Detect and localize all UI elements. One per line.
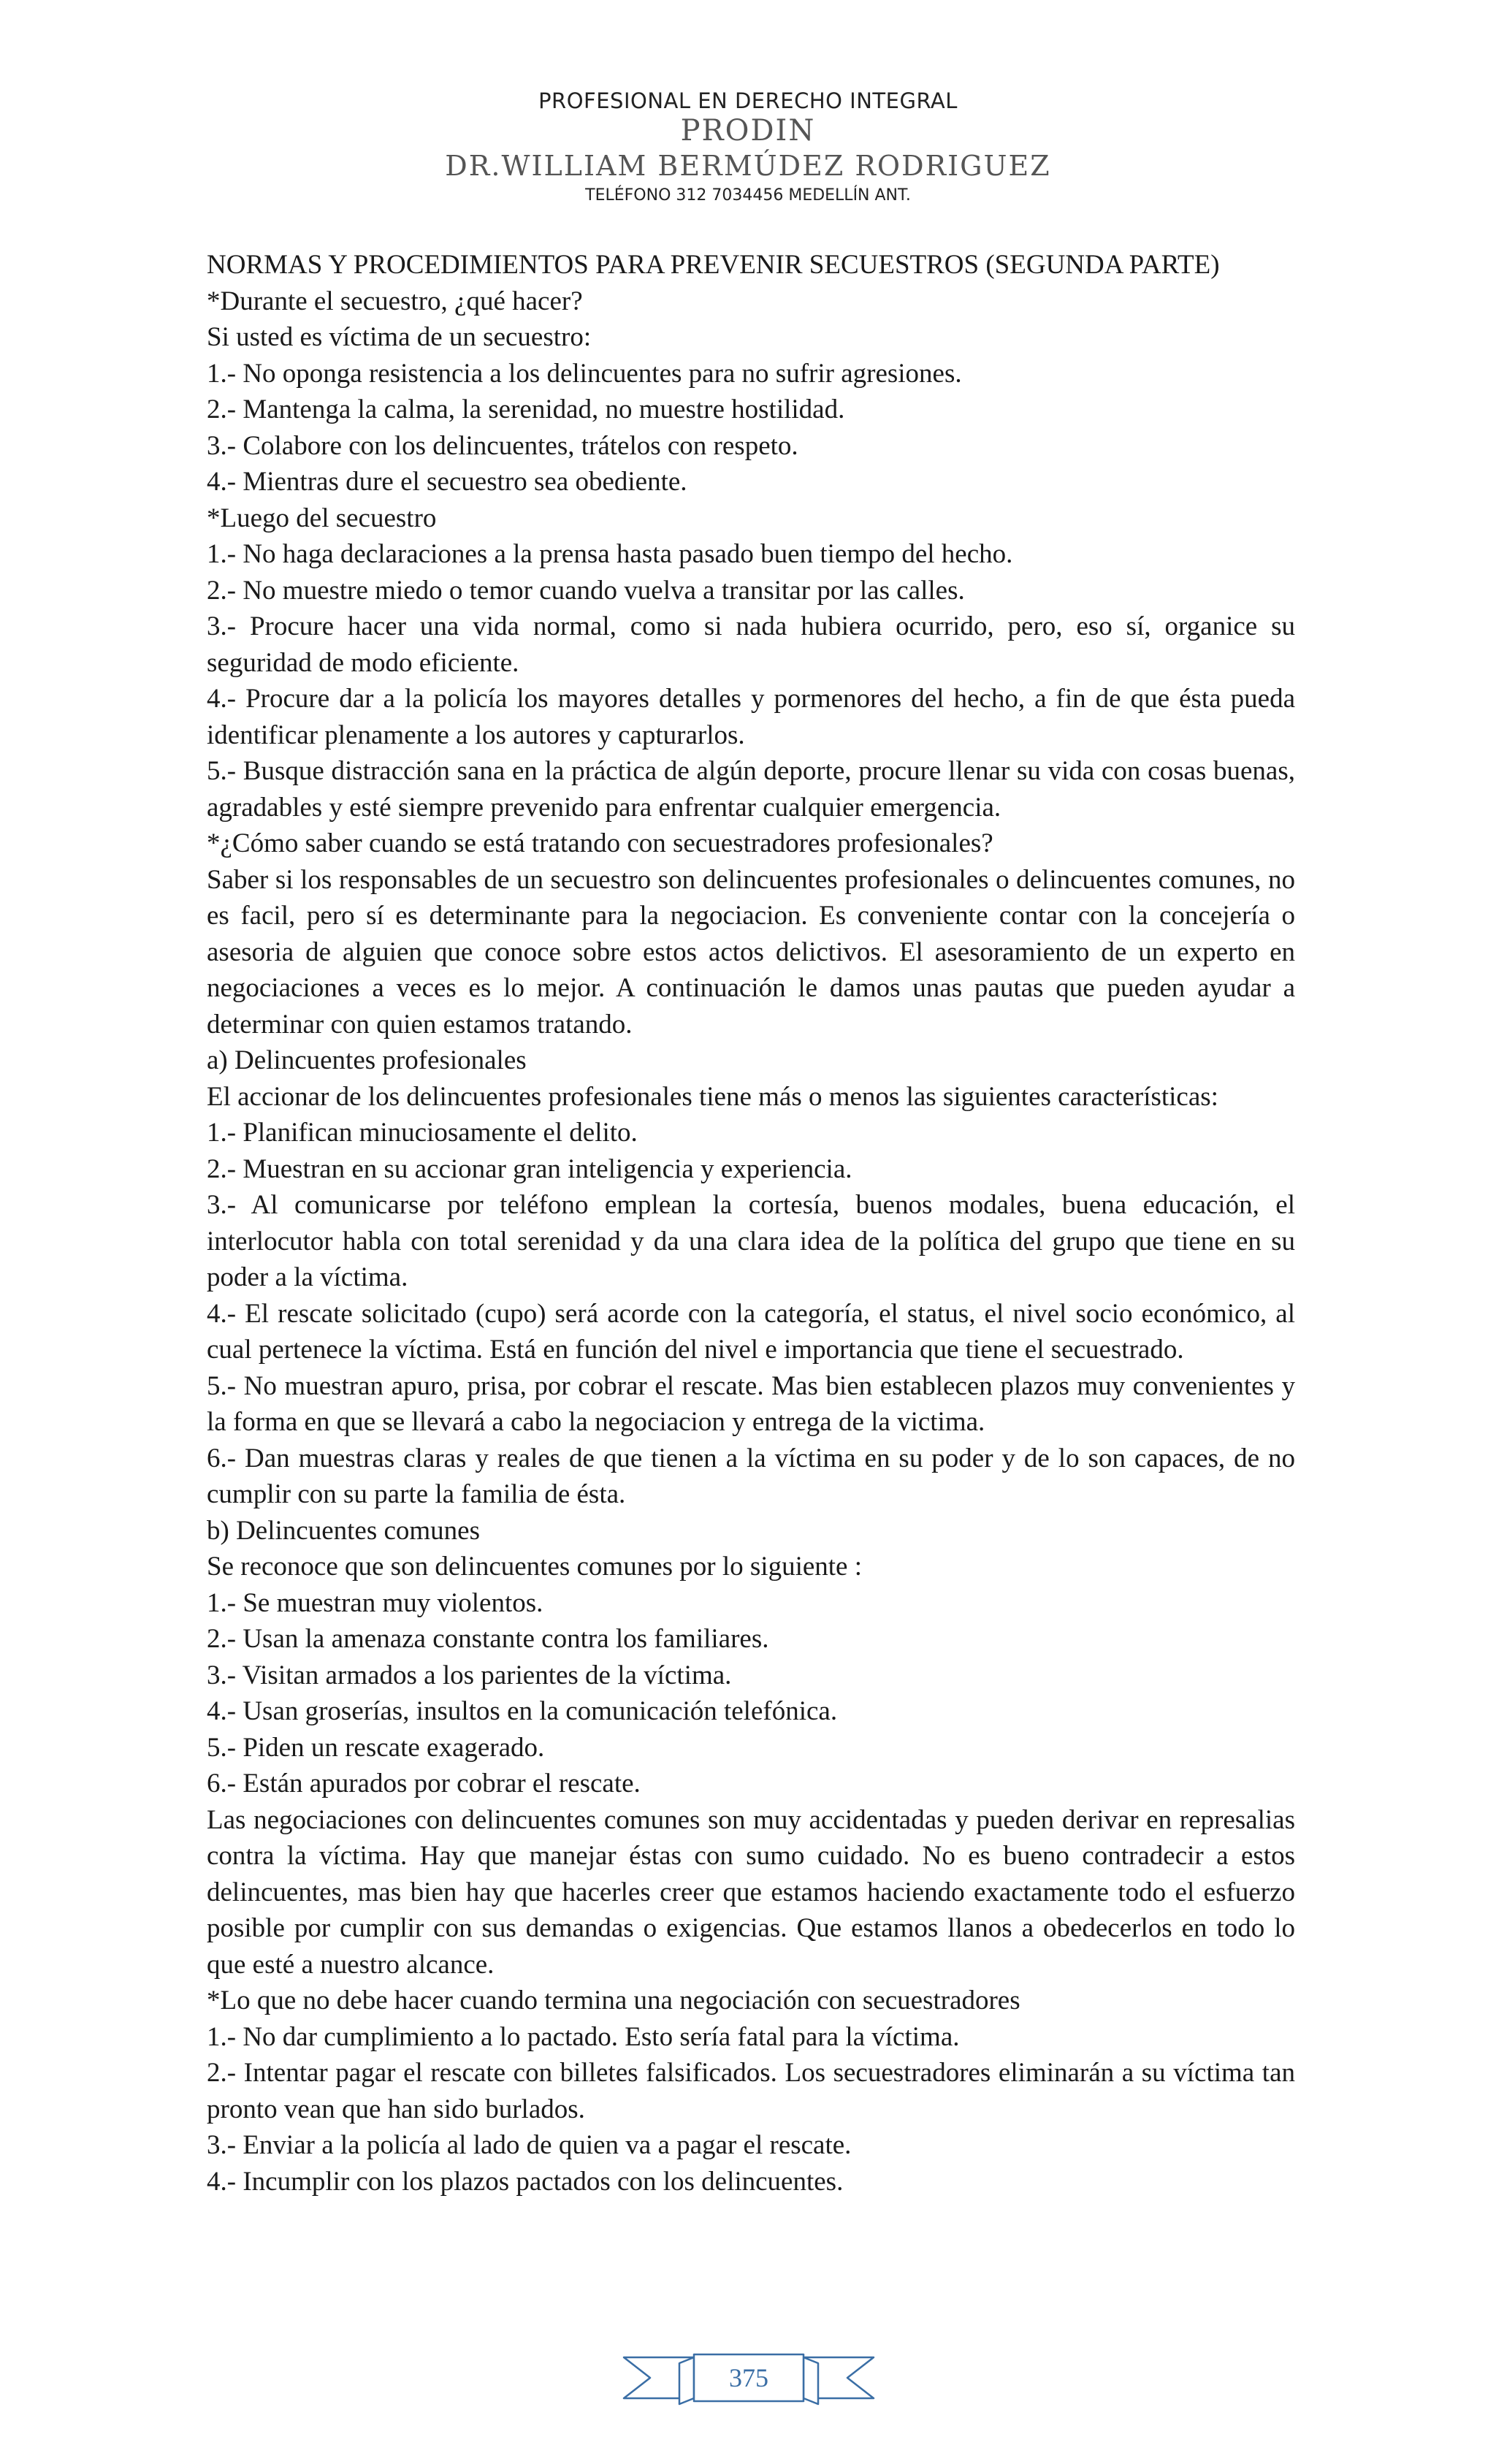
subsection-heading: a) Delincuentes profesionales xyxy=(207,1045,527,1075)
list-item: 4.- Mientras dure el secuestro sea obediente. xyxy=(207,467,687,497)
list-item: 1.- No oponga resistencia a los delincuentes para no sufrir agresiones. xyxy=(207,358,962,389)
list-item: 1.- Se muestran muy violentos. xyxy=(207,1587,543,1618)
document-title: NORMAS Y PROCEDIMIENTOS PARA PREVENIR SECUESTROS (SEGUNDA PARTE) xyxy=(207,250,1220,280)
list-item: 5.- Busque distracción sana en la práctica de algún deporte, procure llenar su vida con cosas buenas, agradables y esté siempre prevenido para enfrentar cualquier emergencia. xyxy=(207,756,1295,823)
section-heading: *Lo que no debe hacer cuando termina una negociación con secuestradores xyxy=(207,1986,1020,2015)
page-number-ribbon xyxy=(621,2341,877,2414)
letterhead xyxy=(0,88,1496,207)
list-item: 2.- Intentar pagar el rescate con billetes falsificados. Los secuestradores eliminarán a su víctima tan pronto vean que han sido burlados. xyxy=(207,2058,1295,2124)
list-item: 3.- Visitan armados a los parientes de la víctima. xyxy=(207,1660,732,1690)
paragraph: El accionar de los delincuentes profesionales tiene más o menos las siguientes características: xyxy=(207,1081,1218,1112)
document-body xyxy=(207,247,1295,2200)
letterhead-author-name: DR.WILLIAM BERMÚDEZ RODRIGUEZ xyxy=(445,150,1051,182)
list-item: 6.- Dan muestras claras y reales de que tienen a la víctima en su poder y de lo son capaces, de no cumplir con su parte la familia de ésta. xyxy=(207,1443,1295,1509)
list-item: 1.- No haga declaraciones a la prensa hasta pasado buen tiempo del hecho. xyxy=(207,539,1013,569)
letterhead-contact: TELÉFONO 312 7034456 MEDELLÍN ANT. xyxy=(585,186,911,205)
section-heading: *Luego del secuestro xyxy=(207,503,437,533)
paragraph: Las negociaciones con delincuentes comunes son muy accidentadas y pueden derivar en represalias contra la víctima. Hay que manejar éstas con sumo cuidado. No es bueno contradecir a estos delincuentes, mas bien hay que hacerles creer que estamos haciendo exactamente todo el esfuerzo posible por cumplir con sus demandas o exigencias. Que estamos llanos a obedecerlos en todo lo que esté a nuestro alcance. xyxy=(207,1804,1295,1980)
list-item: 2.- Mantenga la calma, la serenidad, no muestre hostilidad. xyxy=(207,394,845,424)
list-item: 3.- Colabore con los delincuentes, trátelos con respeto. xyxy=(207,430,798,461)
paragraph: Se reconoce que son delincuentes comunes por lo siguiente : xyxy=(207,1552,862,1582)
list-item: 4.- Procure dar a la policía los mayores detalles y pormenores del hecho, a fin de que ésta pueda identificar plenamente a los autores y capturarlos. xyxy=(207,684,1295,750)
section-heading: *¿Cómo saber cuando se está tratando con secuestradores profesionales? xyxy=(207,828,993,858)
list-item: 3.- Procure hacer una vida normal, como si nada hubiera ocurrido, pero, eso sí, organice su seguridad de modo eficiente. xyxy=(207,611,1295,678)
list-item: 4.- Usan groserías, insultos en la comunicación telefónica. xyxy=(207,1696,838,1726)
paragraph: Si usted es víctima de un secuestro: xyxy=(207,322,592,352)
letterhead-profession: PROFESIONAL EN DERECHO INTEGRAL xyxy=(538,88,958,113)
list-item: 2.- Usan la amenaza constante contra los familiares. xyxy=(207,1624,769,1654)
list-item: 1.- No dar cumplimiento a lo pactado. Esto sería fatal para la víctima. xyxy=(207,2021,960,2052)
list-item: 2.- Muestran en su accionar gran inteligencia y experiencia. xyxy=(207,1153,852,1184)
subsection-heading: b) Delincuentes comunes xyxy=(207,1515,480,1546)
list-item: 5.- No muestran apuro, prisa, por cobrar el rescate. Mas bien establecen plazos muy convenientes y la forma en que se llevará a cabo la negociacion y entrega de la victima. xyxy=(207,1370,1295,1437)
section-heading: *Durante el secuestro, ¿qué hacer? xyxy=(207,286,583,316)
list-item: 6.- Están apurados por cobrar el rescate. xyxy=(207,1769,641,1799)
page-number: 375 xyxy=(729,2363,768,2392)
letterhead-firm-name: PRODIN xyxy=(680,114,816,148)
list-item: 1.- Planifican minuciosamente el delito. xyxy=(207,1118,638,1148)
list-item: 3.- Enviar a la policía al lado de quien va a pagar el rescate. xyxy=(207,2130,852,2160)
list-item: 4.- Incumplir con los plazos pactados con los delincuentes. xyxy=(207,2166,844,2197)
paragraph: Saber si los responsables de un secuestro son delincuentes profesionales o delincuentes comunes, no es facil, pero sí es determinante para la negociacion. Es conveniente contar con la concejería o asesoria de alguien que conoce sobre estos actos delictivos. El asesoramiento de un experto en negociaciones a veces es lo mejor. A continuación le damos unas pautas que pueden ayudar a determinar con quien estamos tratando. xyxy=(207,864,1295,1040)
list-item: 4.- El rescate solicitado (cupo) será acorde con la categoría, el status, el nivel socio económico, al cual pertenece la víctima. Está en función del nivel e importancia que tiene el secuestrado. xyxy=(207,1298,1295,1365)
list-item: 5.- Piden un rescate exagerado. xyxy=(207,1732,545,1763)
list-item: 2.- No muestre miedo o temor cuando vuelva a transitar por las calles. xyxy=(207,575,965,606)
list-item: 3.- Al comunicarse por teléfono emplean la cortesía, buenos modales, buena educación, el interlocutor habla con total serenidad y da una clara idea de la política del grupo que tiene en su poder a la víctima. xyxy=(207,1190,1295,1292)
